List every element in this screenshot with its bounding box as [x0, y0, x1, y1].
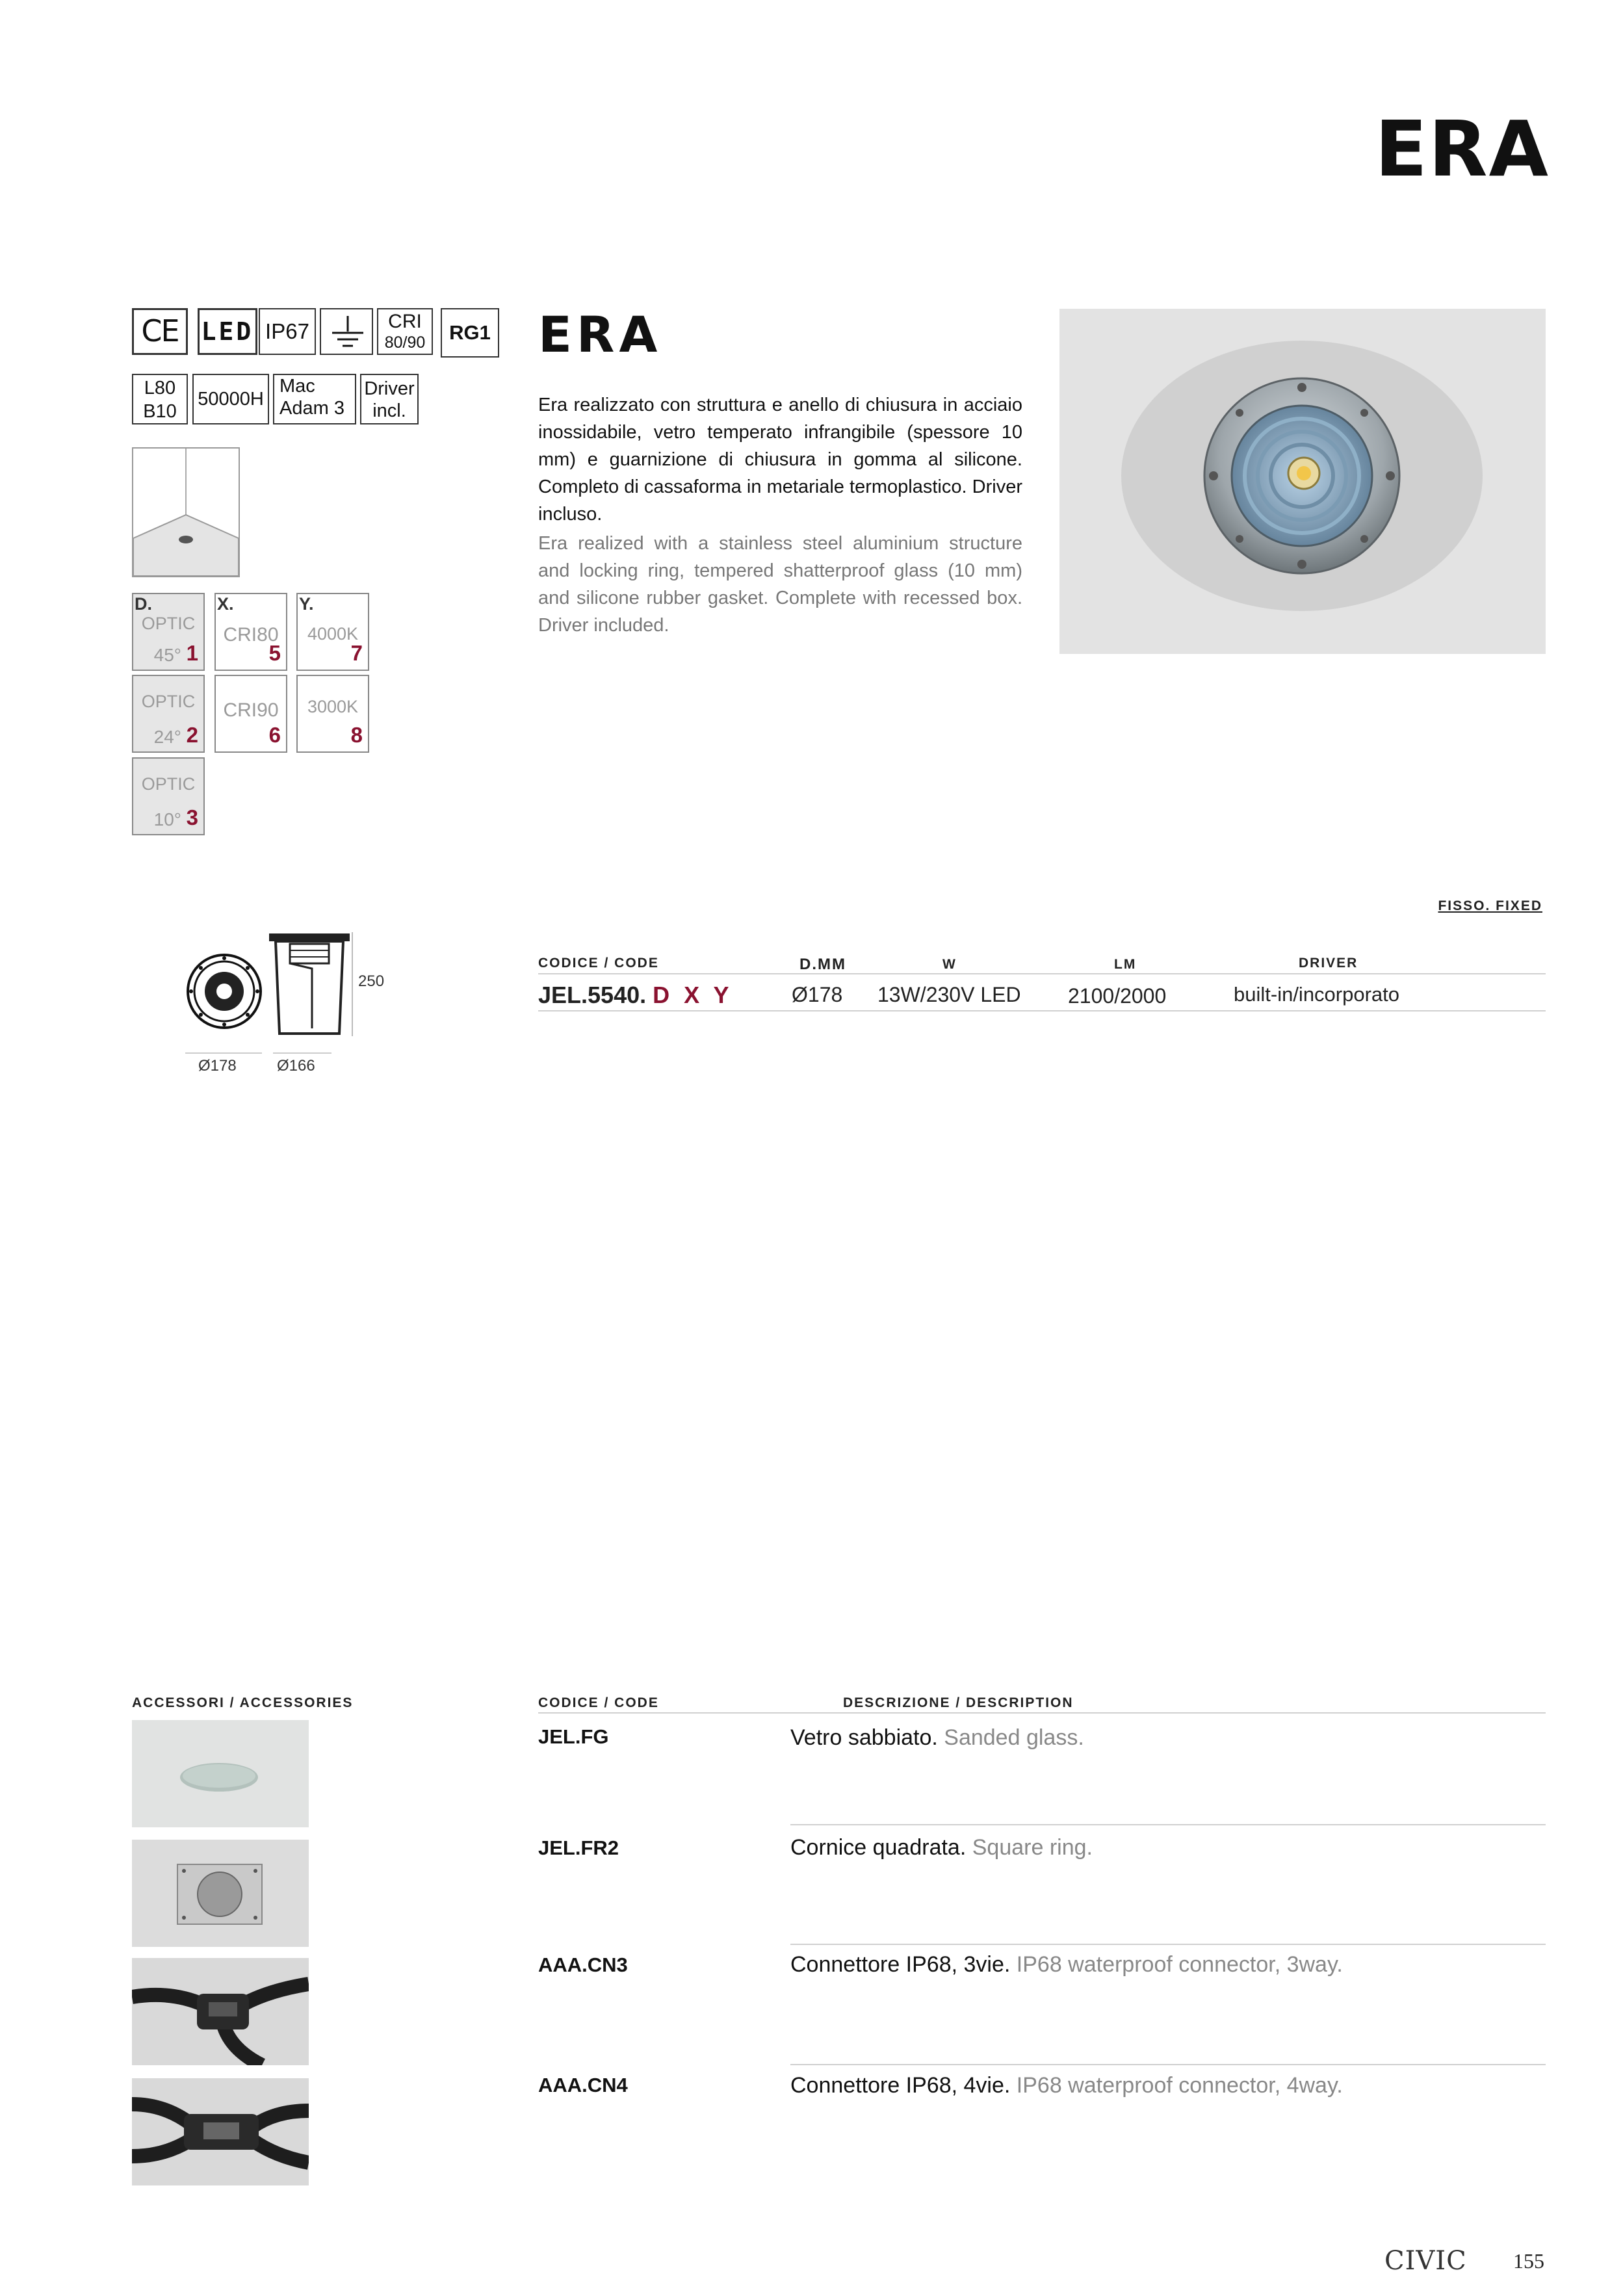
spec-wattage: 13W/230V LED [877, 983, 1021, 1006]
technical-drawing-side-view [266, 931, 352, 1037]
ce-badge: CE [132, 308, 188, 355]
rg1-badge: RG1 [441, 308, 499, 358]
option-code: 2 [186, 723, 198, 747]
accessory-description: Connettore IP68, 4vie. IP68 waterproof connector, 4way. [790, 2073, 1343, 2098]
recessed-light-image [1059, 309, 1546, 654]
led-badge: LED [198, 308, 257, 355]
cct-label: 4000K [307, 624, 359, 644]
driver-incl-badge: Driver incl. [360, 374, 419, 424]
option-d-10 [132, 757, 205, 835]
accessories-header-rule [538, 1712, 1546, 1714]
optic-label: OPTIC [141, 692, 196, 711]
optic-angle: 24° [153, 727, 181, 747]
option-d-header: D. [135, 594, 152, 614]
spec-diameter: Ø178 [792, 983, 843, 1006]
option-y-4000k [296, 593, 369, 671]
page-header-title: ERA [1375, 104, 1550, 194]
spec-row-rule [538, 1010, 1546, 1011]
accessory-thumb-connector-3way [132, 1958, 309, 2065]
cct-label: 3000K [307, 697, 359, 716]
spec-lumen: 2100/2000 [1068, 984, 1167, 1008]
earth-ground-icon [321, 309, 374, 356]
product-code [538, 982, 733, 1009]
option-code: 6 [268, 723, 281, 747]
accessory-description: Connettore IP68, 3vie. IP68 waterproof connector, 3way. [790, 1952, 1343, 1977]
accessory-thumb-square-ring [132, 1840, 309, 1947]
col-header-lm: LM [1114, 957, 1137, 972]
option-d-45 [132, 593, 205, 671]
height-dimension: 250 [358, 972, 385, 990]
option-code: 8 [350, 723, 363, 747]
option-code: 5 [268, 641, 281, 665]
spec-header-rule [538, 973, 1546, 974]
product-code-variants: D X Y [653, 982, 733, 1008]
optic-angle: 45° [153, 645, 181, 665]
l80-b10-badge: L80 B10 [132, 374, 188, 424]
col-header-dmm: D.MM [799, 956, 846, 973]
accessory-thumb-sanded-glass [132, 1720, 309, 1827]
product-photo [1059, 309, 1546, 654]
accessory-code: JEL.FR2 [538, 1836, 619, 1859]
option-d-24 [132, 675, 205, 753]
option-y-header: Y. [299, 594, 314, 614]
accessory-code: AAA.CN3 [538, 1953, 628, 1976]
option-x-cri90 [214, 675, 287, 753]
accessory-row-rule [790, 1944, 1546, 1945]
accessory-code: JEL.FG [538, 1725, 609, 1748]
page-number: 155 [1513, 2249, 1544, 2273]
accessory-row-rule [790, 2064, 1546, 2065]
spec-driver: built-in/incorporato [1234, 983, 1400, 1006]
optic-label: OPTIC [141, 774, 196, 794]
col-header-driver: DRIVER [1299, 956, 1358, 971]
accessory-row-rule [790, 1824, 1546, 1825]
accessories-header: ACCESSORI / ACCESSORIES [132, 1695, 354, 1710]
option-code: 1 [186, 641, 198, 665]
option-y-3000k [296, 675, 369, 753]
accessories-desc-header: DESCRIZIONE / DESCRIPTION [843, 1695, 1074, 1710]
product-title: ERA [538, 306, 662, 363]
lifetime-badge: 50000H [192, 374, 269, 424]
cri-badge: CRI 80/90 [377, 308, 433, 355]
cri-label: CRI80 [223, 624, 279, 646]
optic-label: OPTIC [141, 614, 196, 633]
option-code: 7 [350, 641, 363, 665]
inner-diameter: Ø166 [277, 1057, 315, 1075]
brand-logo: CIVIC [1384, 2246, 1467, 2276]
beam-angle-diagram [132, 447, 240, 577]
optic-angle: 10° [153, 809, 181, 829]
height-dimension-line [352, 932, 353, 1036]
dia-inner-line [273, 1052, 331, 1054]
accessories-code-header: CODICE / CODE [538, 1695, 659, 1710]
accessory-description: Vetro sabbiato. Sanded glass. [790, 1725, 1084, 1750]
fixed-section-label: FISSO. FIXED [1438, 898, 1542, 913]
accessory-thumb-connector-4way [132, 2078, 309, 2185]
description-italian: Era realizzato con struttura e anello di chiusura in acciaio inossidabile, vetro temperato infrangibile (spessore 10 mm) e guarnizione di chiusura in gomma al silicone. Completo di cassaforma in metariale termoplastico. Driver incluso. [538, 395, 1022, 525]
col-header-w: W [942, 957, 957, 972]
option-code: 3 [186, 805, 198, 829]
dia-outer-line [185, 1052, 262, 1054]
ground-symbol-badge [320, 308, 373, 355]
accessory-code: AAA.CN4 [538, 2074, 628, 2096]
ip-rating-badge: IP67 [259, 308, 316, 355]
outer-diameter: Ø178 [198, 1057, 237, 1075]
accessory-description: Cornice quadrata. Square ring. [790, 1835, 1093, 1860]
macadam-badge: Mac Adam 3 [273, 374, 356, 424]
description-english: Era realized with a stainless steel aluminium structure and locking ring, tempered shatterproof glass (10 mm) and silicone rubber gasket. Complete with recessed box. Driver included. [538, 533, 1022, 636]
cri-label: CRI90 [223, 699, 279, 721]
product-code-base: JEL.5540. [538, 982, 647, 1008]
option-x-cri80 [214, 593, 287, 671]
col-header-code: CODICE / CODE [538, 956, 659, 971]
technical-drawing-top-view [185, 952, 263, 1030]
option-x-header: X. [217, 594, 234, 614]
